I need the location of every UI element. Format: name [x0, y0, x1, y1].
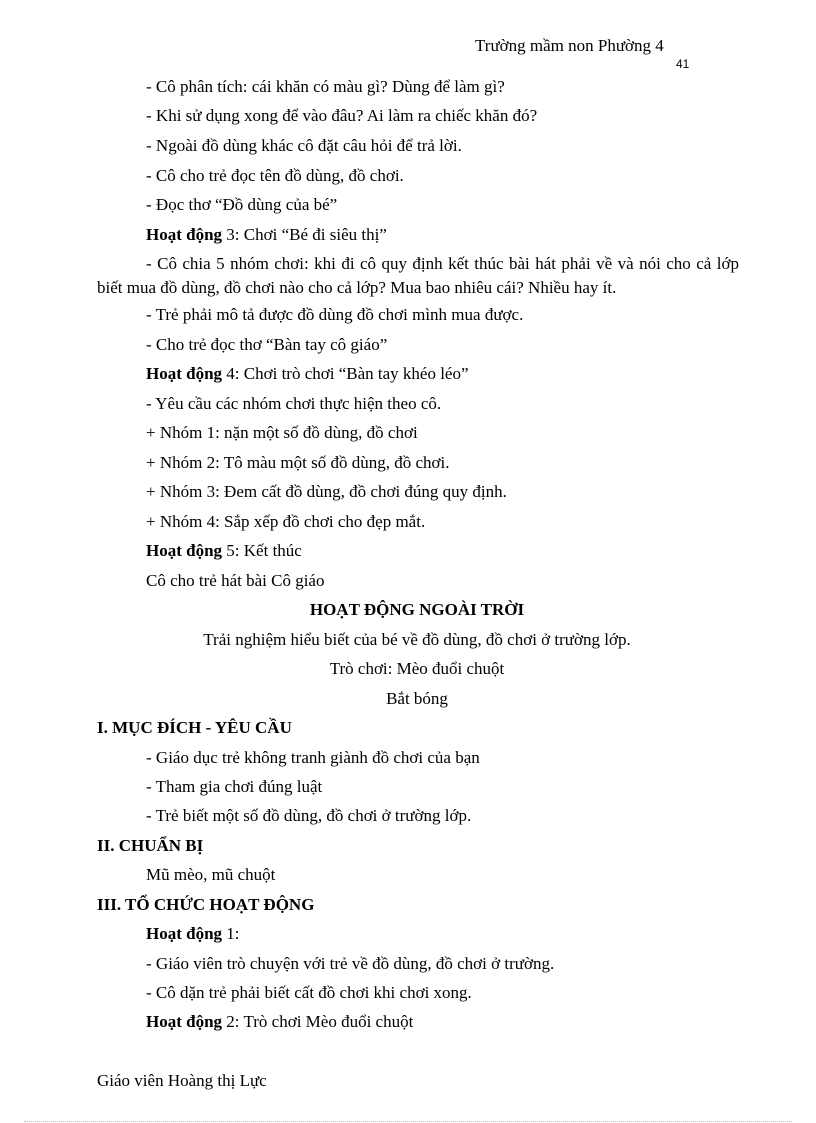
paragraph-line: - Cho trẻ đọc thơ “Bàn tay cô giáo”	[146, 335, 388, 354]
paragraph-line: - Cô phân tích: cái khăn có màu gì? Dùng để làm gì?	[146, 77, 505, 96]
paragraph-line: - Giáo dục trẻ không tranh giành đồ chơi của bạn	[146, 748, 480, 767]
subtitle: Bắt bóng	[386, 689, 448, 708]
activity-heading	[146, 1012, 413, 1032]
section-heading: II. CHUẨN BỊ	[97, 836, 204, 855]
activity-heading	[146, 541, 302, 561]
activity-label: Hoạt động	[146, 541, 223, 560]
paragraph-justified: - Cô chia 5 nhóm chơi: khi đi cô quy định kết thúc bài hát phải về và nói cho cả lớp biết mua đồ dùng, đồ chơi nào cho cả lớp? Mua bao nhiêu cái? Nhiều hay ít.	[97, 254, 739, 297]
activity-heading	[146, 364, 469, 384]
paragraph-line: Mũ mèo, mũ chuột	[146, 865, 276, 884]
paragraph-line: - Khi sử dụng xong để vào đâu? Ai làm ra chiếc khăn đó?	[146, 106, 538, 125]
activity-label: Hoạt động	[146, 1012, 223, 1031]
paragraph-line: - Ngoài đồ dùng khác cô đặt câu hỏi để trả lời.	[146, 136, 462, 155]
activity-label: Hoạt động	[146, 924, 223, 943]
subtitle: Trải nghiệm hiểu biết của bé về đồ dùng, đồ chơi ở trường lớp.	[203, 630, 631, 649]
paragraph-line: + Nhóm 1: nặn một số đồ dùng, đồ chơi	[146, 423, 418, 442]
paragraph-line: - Giáo viên trò chuyện với trẻ về đồ dùng, đồ chơi ở trường.	[146, 954, 555, 973]
paragraph-line: - Cô dặn trẻ phải biết cất đồ chơi khi chơi xong.	[146, 983, 472, 1002]
activity-label: Hoạt động	[146, 225, 223, 244]
paragraph-line: - Cô cho trẻ đọc tên đồ dùng, đồ chơi.	[146, 166, 404, 185]
page-footer: Giáo viên Hoàng thị Lực	[97, 1071, 267, 1090]
paragraph-line: + Nhóm 4: Sắp xếp đồ chơi cho đẹp mắt.	[146, 512, 426, 531]
paragraph-line: Cô cho trẻ hát bài Cô giáo	[146, 571, 325, 590]
paragraph-line: - Yêu cầu các nhóm chơi thực hiện theo cô.	[146, 394, 442, 413]
paragraph-line: - Đọc thơ “Đồ dùng của bé”	[146, 195, 338, 214]
activity-heading	[146, 225, 387, 245]
section-title: HOẠT ĐỘNG NGOÀI TRỜI	[309, 600, 525, 619]
activity-text: 5: Kết thúc	[222, 541, 302, 560]
section-heading: III. TỔ CHỨC HOẠT ĐỘNG	[97, 895, 315, 914]
paragraph-line: - Tham gia chơi đúng luật	[146, 777, 323, 796]
page-bottom-divider	[24, 1121, 792, 1122]
page-header: Trường mầm non Phường 4	[475, 36, 664, 55]
paragraph-line: - Trẻ biết một số đồ dùng, đồ chơi ở trường lớp.	[146, 806, 472, 825]
subtitle: Trò chơi: Mèo đuổi chuột	[329, 659, 505, 678]
activity-text: 3: Chơi “Bé đi siêu thị”	[222, 225, 387, 244]
page-number: 41	[676, 57, 690, 71]
paragraph-line: - Trẻ phải mô tả được đồ dùng đồ chơi mình mua được.	[146, 305, 524, 324]
paragraph-line: + Nhóm 3: Đem cất đồ dùng, đồ chơi đúng quy định.	[146, 482, 507, 501]
activity-text: 4: Chơi trò chơi “Bàn tay khéo léo”	[222, 364, 469, 383]
paragraph-line: + Nhóm 2: Tô màu một số đồ dùng, đồ chơi.	[146, 453, 450, 472]
activity-heading	[146, 924, 240, 944]
activity-label: Hoạt động	[146, 364, 223, 383]
activity-text: 2: Trò chơi Mèo đuổi chuột	[222, 1012, 414, 1031]
section-heading: I. MỤC ĐÍCH - YÊU CẦU	[97, 718, 292, 737]
activity-text: 1:	[222, 924, 240, 943]
